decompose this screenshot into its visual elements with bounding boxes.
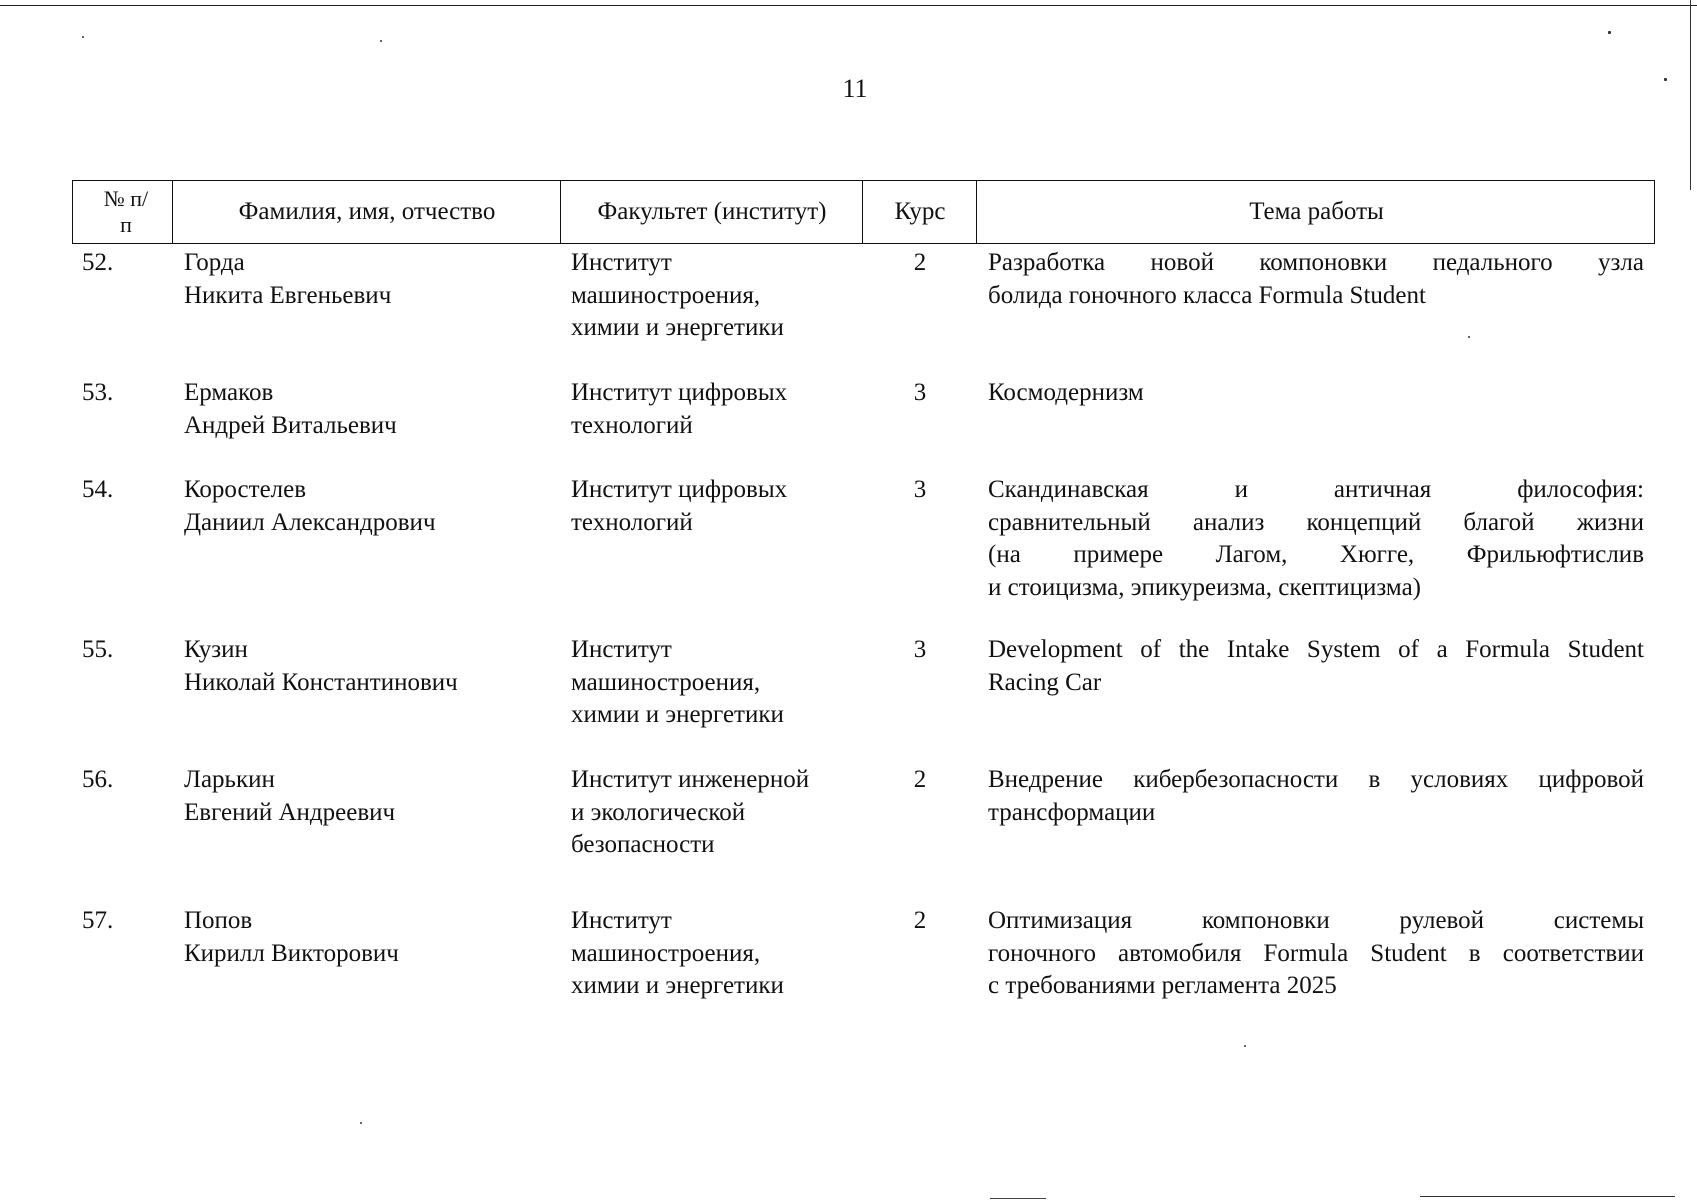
- scan-edge-right: [1690, 0, 1691, 190]
- header-num: № п/п: [103, 186, 149, 237]
- scan-speck: [1664, 78, 1667, 81]
- course: 3: [913, 636, 927, 663]
- faculty-line: безопасности: [571, 831, 715, 858]
- student-surname: Ларькин: [184, 766, 275, 793]
- faculty: [571, 905, 784, 1003]
- faculty: [571, 634, 784, 732]
- student-name: [184, 634, 458, 699]
- faculty-line: машиностроения,: [571, 939, 761, 967]
- student-given-name: Николай Константинович: [184, 668, 458, 696]
- work-topic: [988, 247, 1644, 312]
- work-topic: [988, 474, 1644, 604]
- course: 2: [913, 907, 927, 934]
- topic-line: Скандинавская и античная философия:: [988, 476, 1644, 503]
- scan-speck: [1608, 31, 1611, 34]
- header-topic: Тема работы: [1249, 198, 1384, 225]
- faculty-line: технологий: [571, 508, 693, 536]
- student-given-name: Даниил Александрович: [184, 508, 436, 536]
- student-surname: Попов: [184, 907, 253, 934]
- topic-line: Внедрение кибербезопасности в условиях цифровой: [988, 766, 1644, 793]
- scan-speck: [1244, 1045, 1246, 1047]
- student-given-name: Андрей Витальевич: [184, 411, 397, 439]
- header-course: Курс: [894, 198, 946, 225]
- course: 2: [913, 249, 927, 276]
- header-name: Фамилия, имя, отчество: [238, 198, 496, 225]
- scan-speck: [1468, 336, 1470, 338]
- table-header-divider: [172, 180, 173, 244]
- student-surname: Коростелев: [184, 476, 307, 503]
- student-name: [184, 377, 397, 442]
- faculty-line: Институт: [571, 636, 672, 663]
- scan-edge-top: [0, 5, 1697, 6]
- topic-line: Racing Car: [988, 668, 1102, 696]
- faculty-line: химии и энергетики: [571, 972, 784, 999]
- faculty-line: химии и энергетики: [571, 701, 784, 728]
- faculty-line: машиностроения,: [571, 668, 761, 696]
- student-surname: Ермаков: [184, 379, 274, 406]
- work-topic: [988, 905, 1644, 1003]
- course: 3: [913, 379, 927, 406]
- header-faculty: Факультет (институт): [597, 198, 827, 225]
- scan-mark-bottom: [990, 1198, 1046, 1199]
- faculty: [571, 764, 809, 862]
- topic-line: сравнительный анализ концепций благой жизни: [988, 508, 1644, 536]
- scan-edge-bottom: [1420, 1196, 1675, 1197]
- faculty-line: Институт инженерной: [571, 766, 810, 793]
- student-name: [184, 247, 391, 312]
- topic-line: Разработка новой компоновки педального узла: [988, 249, 1644, 276]
- course: 2: [913, 766, 927, 793]
- faculty-line: Институт цифровых: [571, 476, 788, 503]
- topic-line: Development of the Intake System of a Formula Student: [988, 636, 1644, 663]
- faculty-line: Институт: [571, 249, 672, 276]
- work-topic: [988, 634, 1644, 699]
- student-surname: Горда: [184, 249, 245, 276]
- student-given-name: Никита Евгеньевич: [184, 281, 392, 309]
- student-given-name: Евгений Андреевич: [184, 798, 396, 826]
- table-header-divider: [976, 180, 977, 244]
- row-number: 56.: [82, 766, 114, 793]
- faculty: [571, 247, 784, 345]
- topic-line: Космодернизм: [988, 379, 1144, 406]
- topic-line: и стоицизма, эпикуреизма, скептицизма): [988, 573, 1421, 601]
- faculty-line: и экологической: [571, 798, 746, 826]
- student-name: [184, 474, 436, 539]
- scan-speck: [82, 36, 84, 38]
- row-number: 55.: [82, 636, 114, 663]
- row-number: 57.: [82, 907, 114, 934]
- faculty-line: химии и энергетики: [571, 314, 784, 341]
- table-header-divider: [862, 180, 863, 244]
- faculty-line: машиностроения,: [571, 281, 761, 309]
- faculty-line: технологий: [571, 411, 693, 439]
- faculty-line: Институт цифровых: [571, 379, 788, 406]
- topic-line: (на примере Лагом, Хюгге, Фрильюфтислив: [988, 541, 1644, 568]
- row-number: 53.: [82, 379, 114, 406]
- page-number: 11: [842, 74, 868, 103]
- scan-speck: [360, 1122, 362, 1124]
- topic-line: гоночного автомобиля Formula Student в соответствии: [988, 939, 1644, 967]
- student-name: [184, 764, 395, 829]
- course: 3: [913, 476, 927, 503]
- row-number: 52.: [82, 249, 114, 276]
- student-surname: Кузин: [184, 636, 248, 663]
- faculty: [571, 377, 787, 442]
- work-topic: [988, 377, 1644, 410]
- row-number: 54.: [82, 476, 114, 503]
- student-given-name: Кирилл Викторович: [184, 939, 399, 967]
- student-name: [184, 905, 399, 970]
- scan-speck: [380, 40, 382, 42]
- topic-line: Оптимизация компоновки рулевой системы: [988, 907, 1644, 934]
- faculty-line: Институт: [571, 907, 672, 934]
- topic-line: трансформации: [988, 798, 1156, 826]
- work-topic: [988, 764, 1644, 829]
- table-header-divider: [560, 180, 561, 244]
- topic-line: болида гоночного класса Formula Student: [988, 281, 1426, 309]
- faculty: [571, 474, 787, 539]
- topic-line: с требованиями регламента 2025: [988, 972, 1337, 999]
